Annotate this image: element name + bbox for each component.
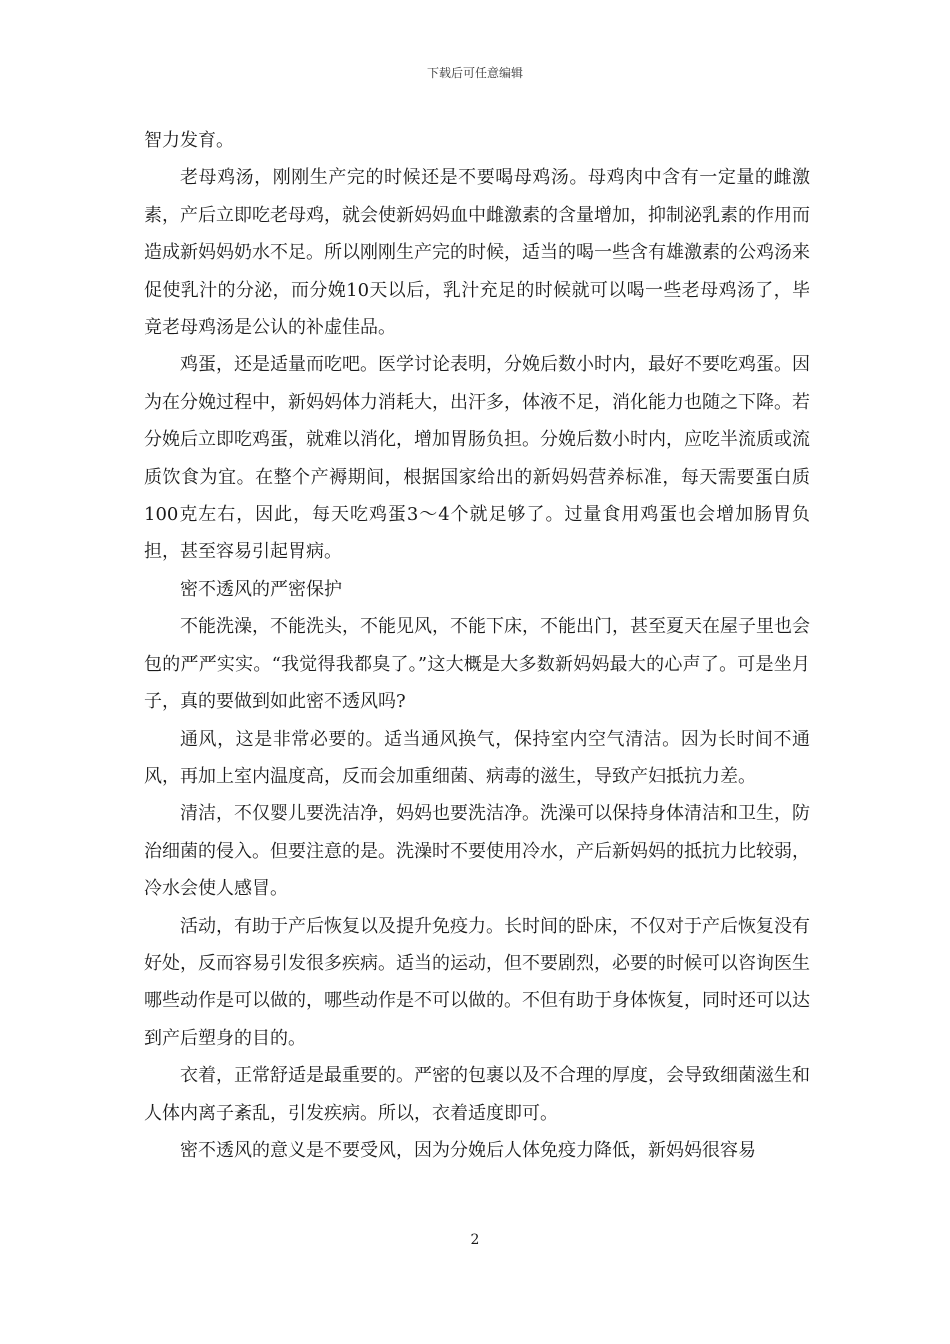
page-number: 2 (470, 1232, 480, 1248)
document-body (144, 122, 810, 1169)
page-header-note: 下载后可任意编辑 (426, 66, 523, 80)
paragraph-cleanliness: 清洁，不仅婴儿要洗洁净，妈妈也要洗洁净。洗澡可以保持身体清洁和卫生，防治细菌的侵入。但要注意的是。洗澡时不要使用冷水，产后新妈妈的抵抗力比较弱，冷水会使人感冒。 (144, 803, 810, 900)
paragraph-eggs: 鸡蛋，还是适量而吃吧。医学讨论表明，分娩后数小时内，最好不要吃鸡蛋。因为在分娩过程中，新妈妈体力消耗大，出汗多，体液不足，消化能力也随之下降。若分娩后立即吃鸡蛋，就难以消化，增加胃肠负担。分娩后数小时内，应吃半流质或流质饮食为宜。在整个产褥期间，根据国家给出的新妈妈营养标准，每天需要蛋白质100克左右，因此，每天吃鸡蛋3～4个就足够了。过量食用鸡蛋也会增加肠胃负担，甚至容易引起胃病。 (144, 354, 810, 563)
paragraph-continuation: 智力发育。 (144, 130, 234, 151)
paragraph-ventilation: 通风，这是非常必要的。适当通风换气，保持室内空气清洁。因为长时间不通风，再加上室内温度高，反而会加重细菌、病毒的滋生，导致产妇抵抗力差。 (144, 728, 810, 787)
section-heading-airtight-protection: 密不透风的严密保护 (180, 578, 342, 600)
paragraph-restrictions: 不能洗澡，不能洗头，不能见风，不能下床，不能出门，甚至夏天在屋子里也会包的严严实实。“我觉得我都臭了。”这大概是大多数新妈妈最大的心声了。可是坐月子，真的要做到如此密不透风吗? (144, 616, 810, 713)
paragraph-old-hen-soup: 老母鸡汤，刚刚生产完的时候还是不要喝母鸡汤。母鸡肉中含有一定量的雌激素，产后立即吃老母鸡，就会使新妈妈血中雌激素的含量增加，抑制泌乳素的作用而造成新妈妈奶水不足。所以刚刚生产完的时候，适当的喝一些含有雄激素的公鸡汤来促使乳汁的分泌，而分娩10天以后，乳汁充足的时候就可以喝一些老母鸡汤了，毕竟老母鸡汤是公认的补虚佳品。 (144, 167, 810, 339)
paragraph-clothing: 衣着，正常舒适是最重要的。严密的包裹以及不合理的厚度，会导致细菌滋生和人体内离子紊乱，引发疾病。所以，衣着适度即可。 (144, 1065, 810, 1124)
paragraph-meaning: 密不透风的意义是不要受风，因为分娩后人体免疫力降低，新妈妈很容易 (180, 1139, 756, 1161)
paragraph-activity: 活动，有助于产后恢复以及提升免疫力。长时间的卧床，不仅对于产后恢复没有好处，反而容易引发很多疾病。适当的运动，但不要剧烈，必要的时候可以咨询医生哪些动作是可以做的，哪些动作是不可以做的。不但有助于身体恢复，同时还可以达到产后塑身的目的。 (144, 915, 810, 1049)
